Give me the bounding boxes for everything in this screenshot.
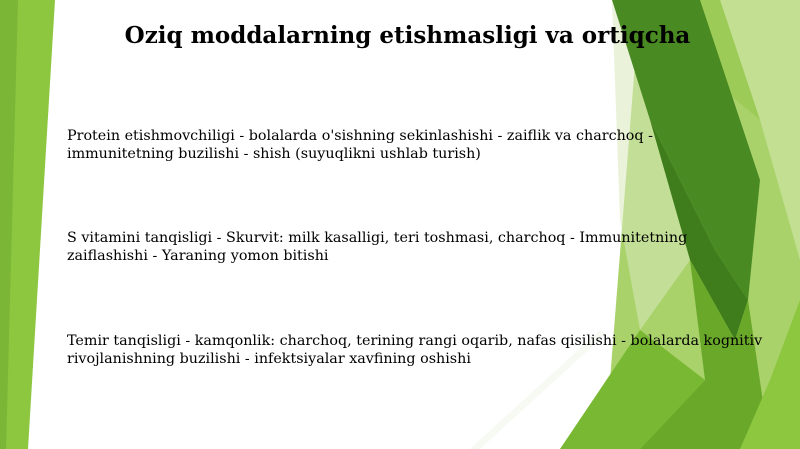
paragraph-line: immunitetning buzilishi - shish (suyuqlikni ushlab turish) xyxy=(67,146,481,162)
paragraph-line: rivojlanishning buzilishi - infektsiyalar xavfining oshishi xyxy=(67,351,471,367)
paragraph-line: zaiflashishi - Yaraning yomon bitishi xyxy=(67,248,329,264)
paragraph-line: S vitamini tanqisligi - Skurvit: milk kasalligi, teri toshmasi, charchoq - Immunitetning xyxy=(67,230,688,246)
paragraph-line: Protein etishmovchiligi - bolalarda o'sishning sekinlashishi - zaiflik va charchoq - xyxy=(67,128,653,144)
paragraph-line: Temir tanqisligi - kamqonlik: charchoq, terining rangi oqarib, nafas qisilishi - bolalarda kognitiv xyxy=(67,333,763,349)
slide-title: Oziq moddalarning etishmasligi va ortiqcha xyxy=(124,22,691,49)
paragraph-vitamin-c xyxy=(67,229,687,265)
paragraph-protein xyxy=(67,127,653,163)
paragraph-iron xyxy=(67,332,762,368)
